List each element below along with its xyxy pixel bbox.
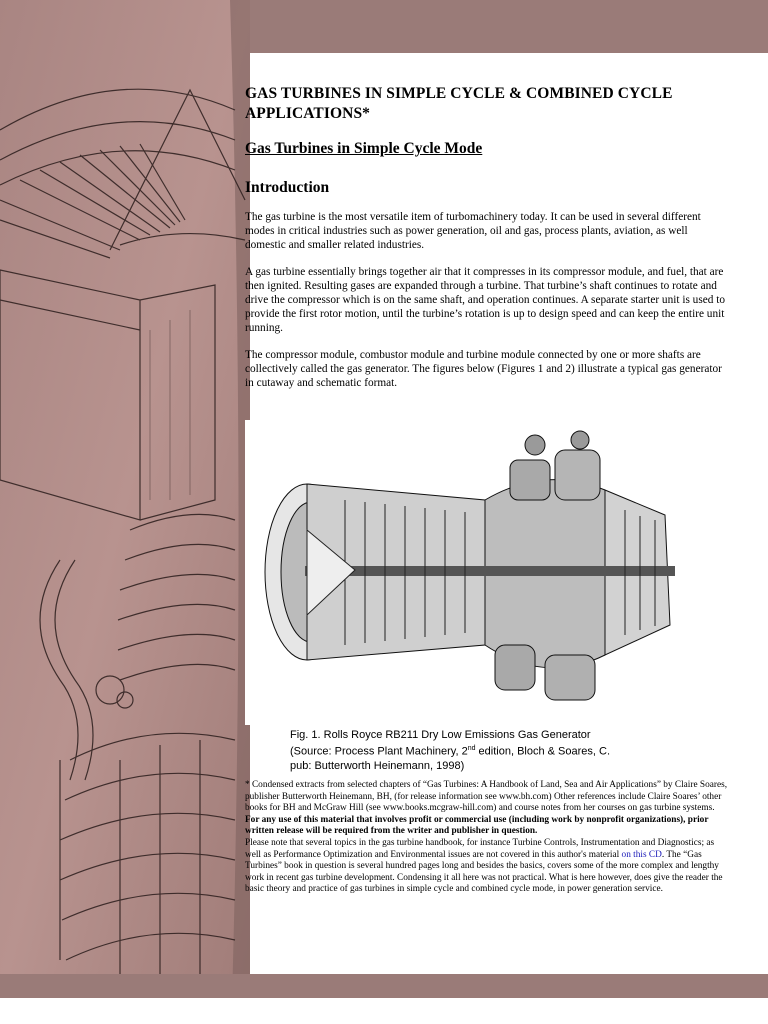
caption-edition-text: edition, Bloch & Soares, C. xyxy=(475,745,611,758)
section-subtitle: Gas Turbines in Simple Cycle Mode xyxy=(245,140,483,157)
footnote xyxy=(245,780,730,896)
bottom-margin xyxy=(0,998,768,1024)
caption-line: pub: Butterworth Heinemann, 1998) xyxy=(290,759,465,772)
footnote-text: * Condensed extracts from selected chapters of “Gas Turbines: A Handbook of Land, Sea and Air Applications” by Claire Soares, publisher Butterworth Heinemann, BH, (for release information see www.bh.com) Other references include Claire Soares’ other books for BH and McGraw Hill (see www.books.mcgraw-hill.com) and course notes from her courses on gas turbine systems. xyxy=(245,780,728,814)
caption-line: Fig. 1. Rolls Royce RB211 Dry Low Emissions Gas Generator xyxy=(290,729,591,741)
left-engine-illustration xyxy=(0,0,250,1000)
paragraph: A gas turbine essentially brings together air that it compresses in its compressor module, and fuel, that are then ignited. Resulting gases are expanded through a turbine. That turbine’s shaft continues to rotate and drive the compressor which is on the same shaft, and operation continues. A separate starter unit is used to provide the first rotor motion, until the turbine’s rotation is up to design speed and can keep the entire unit running. xyxy=(245,265,725,335)
caption-line xyxy=(290,742,690,759)
footnote-bold-notice: For any use of this material that involves profit or commercial use (including work by nonprofit organizations), prior written release will be required from the writer and publisher in question. xyxy=(245,814,709,837)
caption-superscript: nd xyxy=(467,745,476,752)
caption-source-text: (Source: Process Plant Machinery, 2 xyxy=(290,745,468,758)
bottom-decorative-band xyxy=(0,974,768,998)
footnote-text: Please note that several topics in the gas turbine handbook, for instance Turbine Controls, Instrumentation and Diagnostics; as well as Performance Optimization and Environmental issues are not covered in this author's material xyxy=(245,837,715,860)
page-title: GAS TURBINES IN SIMPLE CYCLE & COMBINED CYCLE APPLICATIONS* xyxy=(245,85,673,122)
footnote-text: . The “Gas Turbines” book in question is several hundred pages long and besides the basics, covers some of the more complex and lengthy work in recent gas turbine development. Condensing it all here was not practical. What is here however, does give the reader the basic theory and practice of gas turbines in simple cycle and combined cycle mode, in power generation service. xyxy=(245,849,723,895)
article-body xyxy=(245,70,725,390)
paragraph: The compressor module, combustor module and turbine module connected by one or more shafts are collectively called the gas generator. The figures below (Figures 1 and 2) illustrate a typical gas generator in cutaway and schematic format. xyxy=(245,348,722,390)
figure-caption xyxy=(290,728,690,773)
paragraph: The gas turbine is the most versatile item of turbomachinery today. It can be used in several different modes in critical industries such as power generation, oil and gas, process plants, aviation, as well domestic and smaller related industries. xyxy=(245,211,701,252)
gas-generator-cutaway-figure xyxy=(245,420,685,725)
introduction-heading: Introduction xyxy=(245,179,330,196)
on-this-cd-link[interactable]: on this CD xyxy=(621,849,662,860)
